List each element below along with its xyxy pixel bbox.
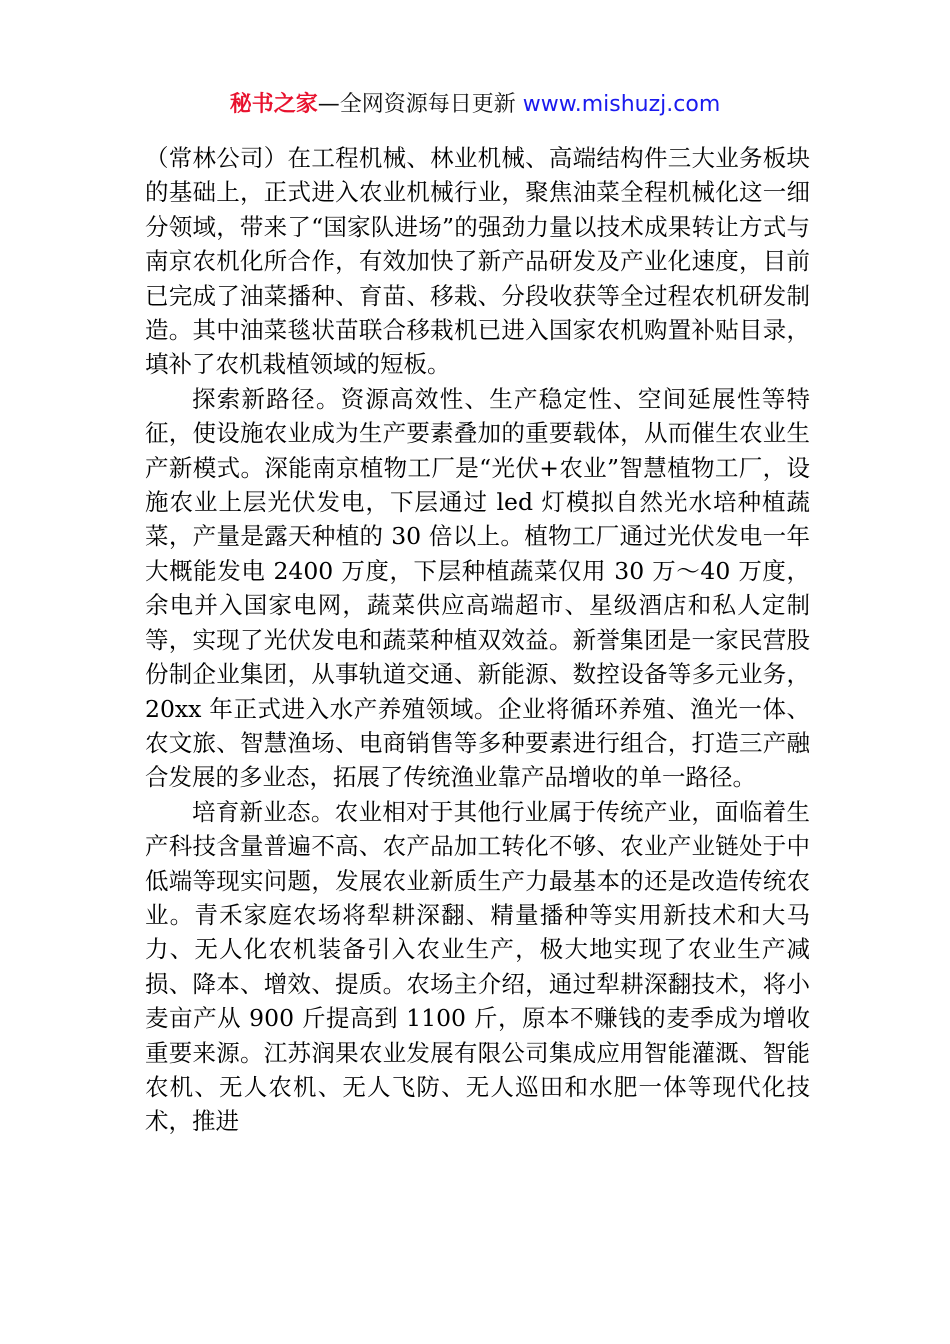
paragraph-continuation: （常林公司）在工程机械、林业机械、高端结构件三大业务板块的基础上，正式进入农业机械行业，聚焦油菜全程机械化这一细分领域，带来了“国家队进场”的强劲力量以技术成果转让方式与南京农机化所合作，有效加快了新产品研发及产业化速度，目前已完成了油菜播种、育苗、移栽、分段收获等全过程农机研发制造。其中油菜毯状苗联合移栽机已进入国家农机购置补贴目录，填补了农机栽植领域的短板。 bbox=[145, 144, 810, 379]
site-url-link[interactable]: www.mishuzj.com bbox=[522, 92, 721, 117]
paragraph-explore-new-path: 探索新路径。资源高效性、生产稳定性、空间延展性等特征，使设施农业成为生产要素叠加的重要载体，从而催生农业生产新模式。深能南京植物工厂是“光伏+农业”智慧植物工厂，设施农业上层光伏发电，下层通过 led 灯模拟自然光水培种植蔬菜，产量是露天种植的 30 倍以上。植物工厂通过光伏发电一年大概能发电 2400 万度，下层种植蔬菜仅用 30 万～40 万度，余电并入国家电网，蔬菜供应高端超市、星级酒店和私人定制等，实现了光伏发电和蔬菜种植双效益。新誉集团是一家民营股份制企业集团，从事轨道交通、新能源、数控设备等多元业务，20xx 年正式进入水产养殖领域。企业将循环养殖、渔光一体、农文旅、智慧渔场、电商销售等多种要素进行组合，打造三产融合发展的多业态，拓展了传统渔业靠产品增收的单一路径。 bbox=[145, 384, 810, 792]
header-slogan: —全网资源每日更新 bbox=[317, 92, 516, 117]
page-header bbox=[0, 88, 950, 122]
document-body bbox=[145, 141, 810, 1139]
paragraph-cultivate-new-format: 培育新业态。农业相对于其他行业属于传统产业，面临着生产科技含量普遍不高、农产品加工转化不够、农业产业链处于中低端等现实问题，发展农业新质生产力最基本的还是改造传统农业。青禾家庭农场将犁耕深翻、精量播种等实用新技术和大马力、无人化农机装备引入农业生产，极大地实现了农业生产减损、降本、增效、提质。农场主介绍，通过犁耕深翻技术，将小麦亩产从 900 斤提高到 1100 斤，原本不赚钱的麦季成为增收重要来源。江苏润果农业发展有限公司集成应用智能灌溉、智能农机、无人农机、无人飞防、无人巡田和水肥一体等现代化技术，推进 bbox=[145, 797, 810, 1136]
brand-name: 秘书之家 bbox=[229, 92, 318, 117]
